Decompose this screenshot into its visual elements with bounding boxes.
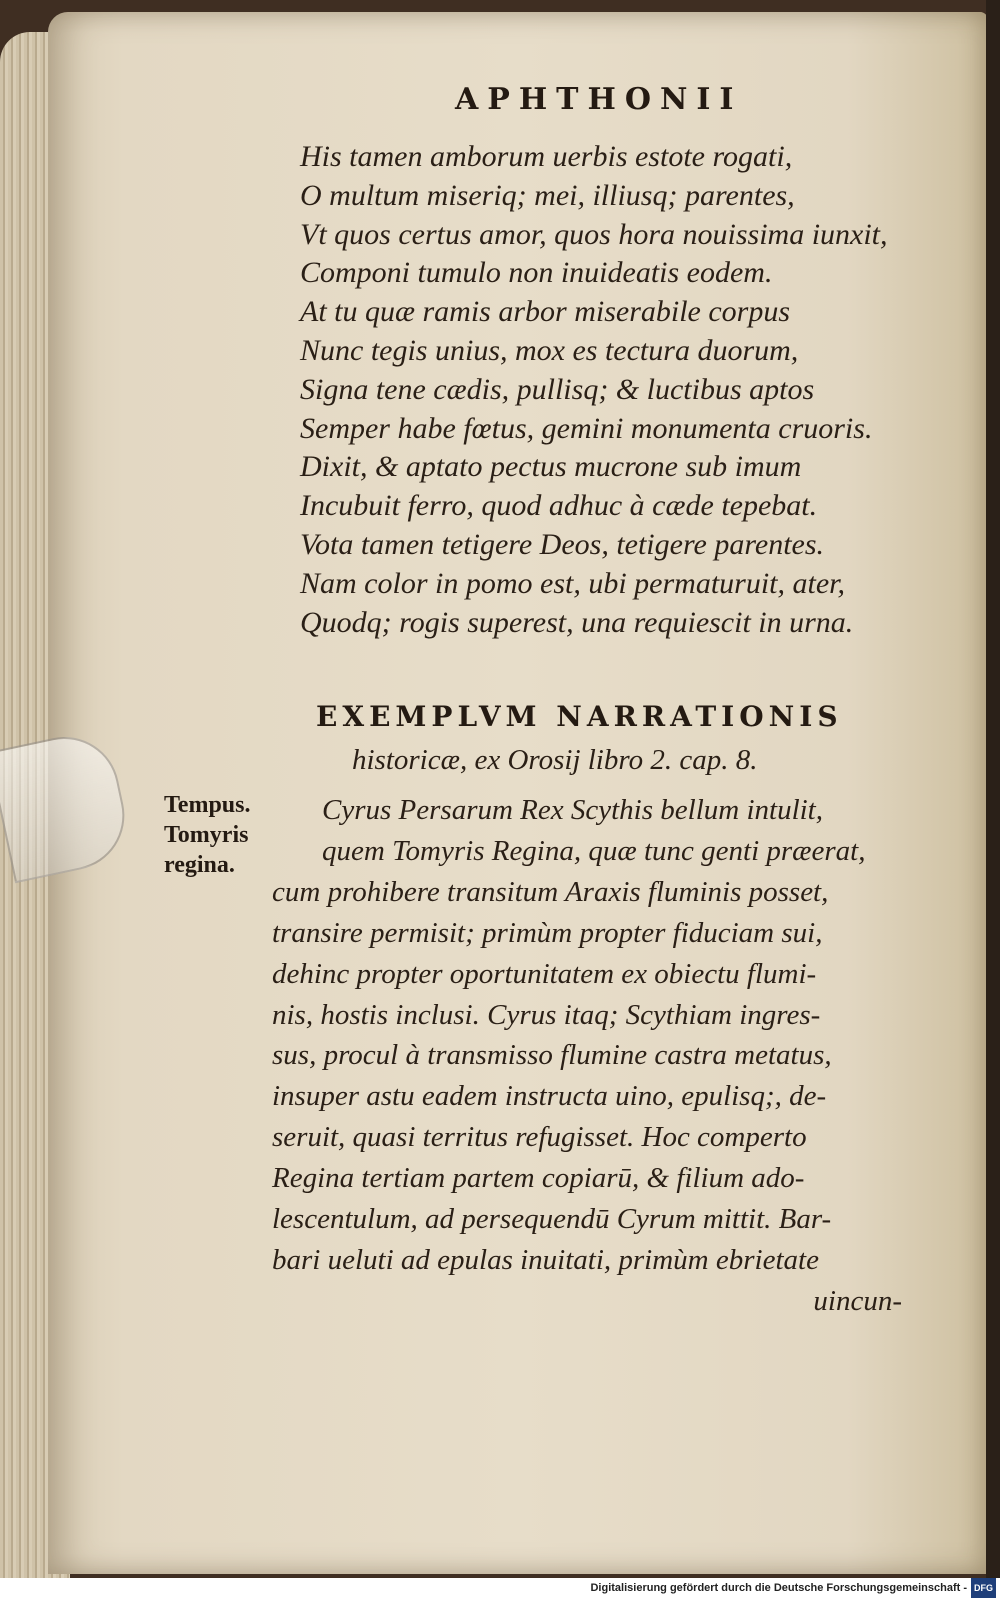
verse-line: Vt quos certus amor, quos hora nouissima iunxit, bbox=[300, 217, 888, 251]
verse-line: Nam color in pomo est, ubi permaturuit, ater, bbox=[300, 566, 845, 600]
prose-line: insuper astu eadem instructa uino, epulisq;, de- bbox=[272, 1080, 827, 1113]
verse-line: Signa tene cædis, pullisq; & luctibus aptos bbox=[300, 372, 815, 406]
prose-line: dehinc propter oportunitatem ex obiectu flumi- bbox=[272, 957, 817, 990]
running-head: APHTHONII bbox=[455, 82, 743, 117]
margin-note-line: Tomyris bbox=[164, 822, 249, 848]
verse-line: Vota tamen tetigere Deos, tetigere parentes. bbox=[300, 527, 825, 561]
verse-line: Componi tumulo non inuideatis eodem. bbox=[300, 256, 773, 290]
verse-line: Incubuit ferro, quod adhuc à cæde tepebat. bbox=[300, 489, 818, 523]
verse-line: At tu quæ ramis arbor miserabile corpus bbox=[300, 295, 791, 329]
footer-text: Digitalisierung gefördert durch die Deutsche Forschungsgemeinschaft - bbox=[590, 1581, 967, 1594]
prose-line: transire permisit; primùm propter fiduciam sui, bbox=[272, 916, 823, 949]
prose-line: seruit, quasi territus refugisset. Hoc comperto bbox=[272, 1121, 807, 1154]
prose-line: nis, hostis inclusi. Cyrus itaq; Scythiam ingres- bbox=[272, 998, 821, 1031]
margin-note-line: regina. bbox=[164, 852, 235, 878]
prose-line: cum prohibere transitum Araxis fluminis posset, bbox=[272, 875, 829, 908]
prose-block bbox=[272, 790, 922, 1322]
prose-line: bari ueluti ad epulas inuitati, primùm ebrietate bbox=[272, 1243, 819, 1276]
section-subheading: historicæ, ex Orosij libro 2. cap. 8. bbox=[352, 744, 758, 776]
catchword: uincun- bbox=[813, 1284, 902, 1317]
verse-line: Quodq; rogis superest, una requiescit in urna. bbox=[300, 605, 854, 639]
verse-line: His tamen amborum uerbis estote rogati, bbox=[300, 140, 793, 173]
verse-block bbox=[300, 138, 970, 642]
margin-note bbox=[164, 790, 284, 880]
verse-line: Nunc tegis unius, mox es tectura duorum, bbox=[300, 333, 799, 367]
footer bbox=[0, 1578, 1000, 1596]
prose-line: sus, procul à transmisso flumine castra metatus, bbox=[272, 1039, 832, 1072]
verse-line: O multum miseriq; mei, illiusq; parentes, bbox=[300, 178, 795, 212]
scan-right-edge bbox=[986, 0, 1000, 1578]
margin-note-line: Tempus. bbox=[164, 792, 251, 818]
prose-line: Regina tertiam partem copiarū, & filium ado- bbox=[272, 1162, 805, 1195]
dfg-logo: DFG bbox=[971, 1578, 996, 1598]
prose-line: Cyrus Persarum Rex Scythis bellum intulit, bbox=[322, 794, 823, 826]
prose-line: lescentulum, ad persequendū Cyrum mittit. Bar- bbox=[272, 1203, 832, 1236]
verse-line: Dixit, & aptato pectus mucrone sub imum bbox=[300, 450, 802, 484]
verse-line: Semper habe fœtus, gemini monumenta cruoris. bbox=[300, 411, 873, 445]
prose-line: quem Tomyris Regina, quæ tunc genti præerat, bbox=[322, 834, 866, 867]
section-heading: EXEMPLVM NARRATIONIS bbox=[316, 700, 843, 733]
